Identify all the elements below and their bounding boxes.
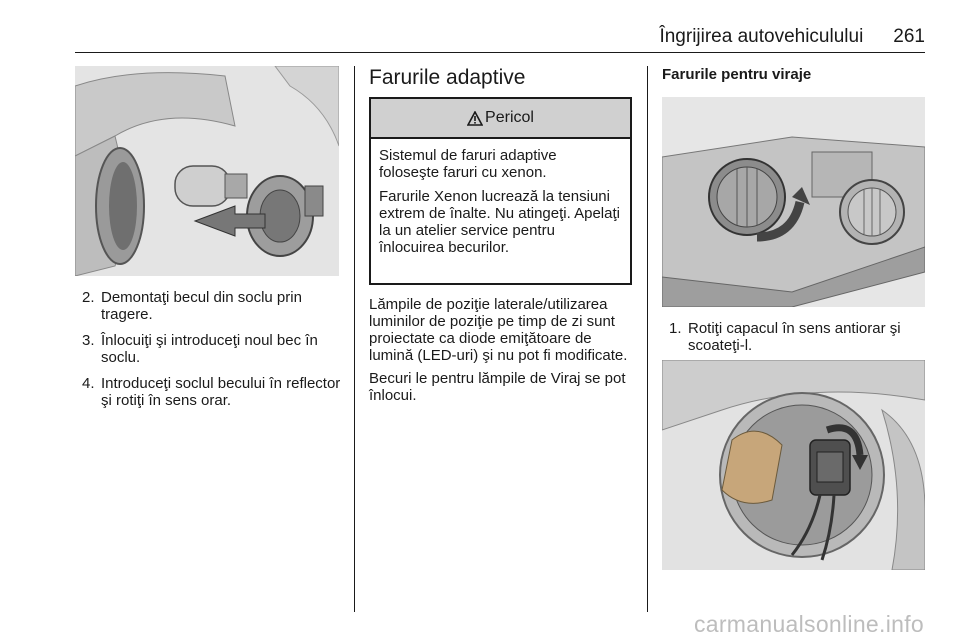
warning-title-bar xyxy=(371,99,630,139)
right-steps-list xyxy=(662,320,930,354)
figure-headlamp-cover xyxy=(662,97,925,307)
body-paragraph: Becuri le pentru lămpile de Viraj se pot înlocui. xyxy=(369,370,626,404)
bulb-removal-illustration xyxy=(662,360,925,570)
bulb-socket-illustration xyxy=(75,66,339,276)
warning-title: Pericol xyxy=(485,109,534,126)
page-header xyxy=(75,26,925,50)
step-text: Rotiţi capacul în sens antiorar şi scoateţi-l. xyxy=(688,320,901,354)
step-number: 2. xyxy=(82,289,95,306)
step-text: Introduceţi soclul becului în reflector şi rotiţi în sens orar. xyxy=(101,375,341,409)
list-item xyxy=(75,375,345,409)
column-divider-right xyxy=(647,66,648,612)
warning-box xyxy=(369,97,632,285)
running-title: Îngrijirea autovehiculului xyxy=(659,26,864,47)
page-number: 261 xyxy=(893,26,925,47)
warning-paragraph: Farurile Xenon lucrează la tensiuni extrem de înalte. Nu atingeţi. Apelaţi la un atelier service pentru înlocuirea becurilor. xyxy=(379,188,620,256)
section-heading-cornering: Farurile pentru viraje xyxy=(662,66,812,83)
body-paragraph: Lămpile de poziţie laterale/utilizarea luminilor de poziţie pe timp de zi sunt proiectate ca diode emiţătoare de lumină (LED-uri) şi nu pot fi modificate. xyxy=(369,296,628,364)
step-number: 3. xyxy=(82,332,95,349)
figure-bulb-removal xyxy=(662,360,925,570)
list-item xyxy=(75,332,345,366)
figure-bulb-socket xyxy=(75,66,339,276)
watermark: carmanualsonline.info xyxy=(693,611,924,637)
column-divider-left xyxy=(354,66,355,612)
header-rule xyxy=(75,52,925,53)
list-item xyxy=(662,320,930,354)
step-number: 1. xyxy=(669,320,682,337)
warning-body xyxy=(371,139,630,256)
warning-paragraph: Sistemul de faruri adaptive foloseşte faruri cu xenon. xyxy=(379,147,557,181)
step-text: Înlocuiţi şi introduceţi noul bec în soclu. xyxy=(101,332,318,366)
headlamp-cover-illustration xyxy=(662,97,925,307)
warning-triangle-icon xyxy=(467,111,483,126)
section-heading-adaptive: Farurile adaptive xyxy=(369,66,526,89)
step-number: 4. xyxy=(82,375,95,392)
step-text: Demontaţi becul din soclu prin tragere. xyxy=(101,289,302,323)
left-steps-list xyxy=(75,289,345,409)
list-item xyxy=(75,289,345,323)
